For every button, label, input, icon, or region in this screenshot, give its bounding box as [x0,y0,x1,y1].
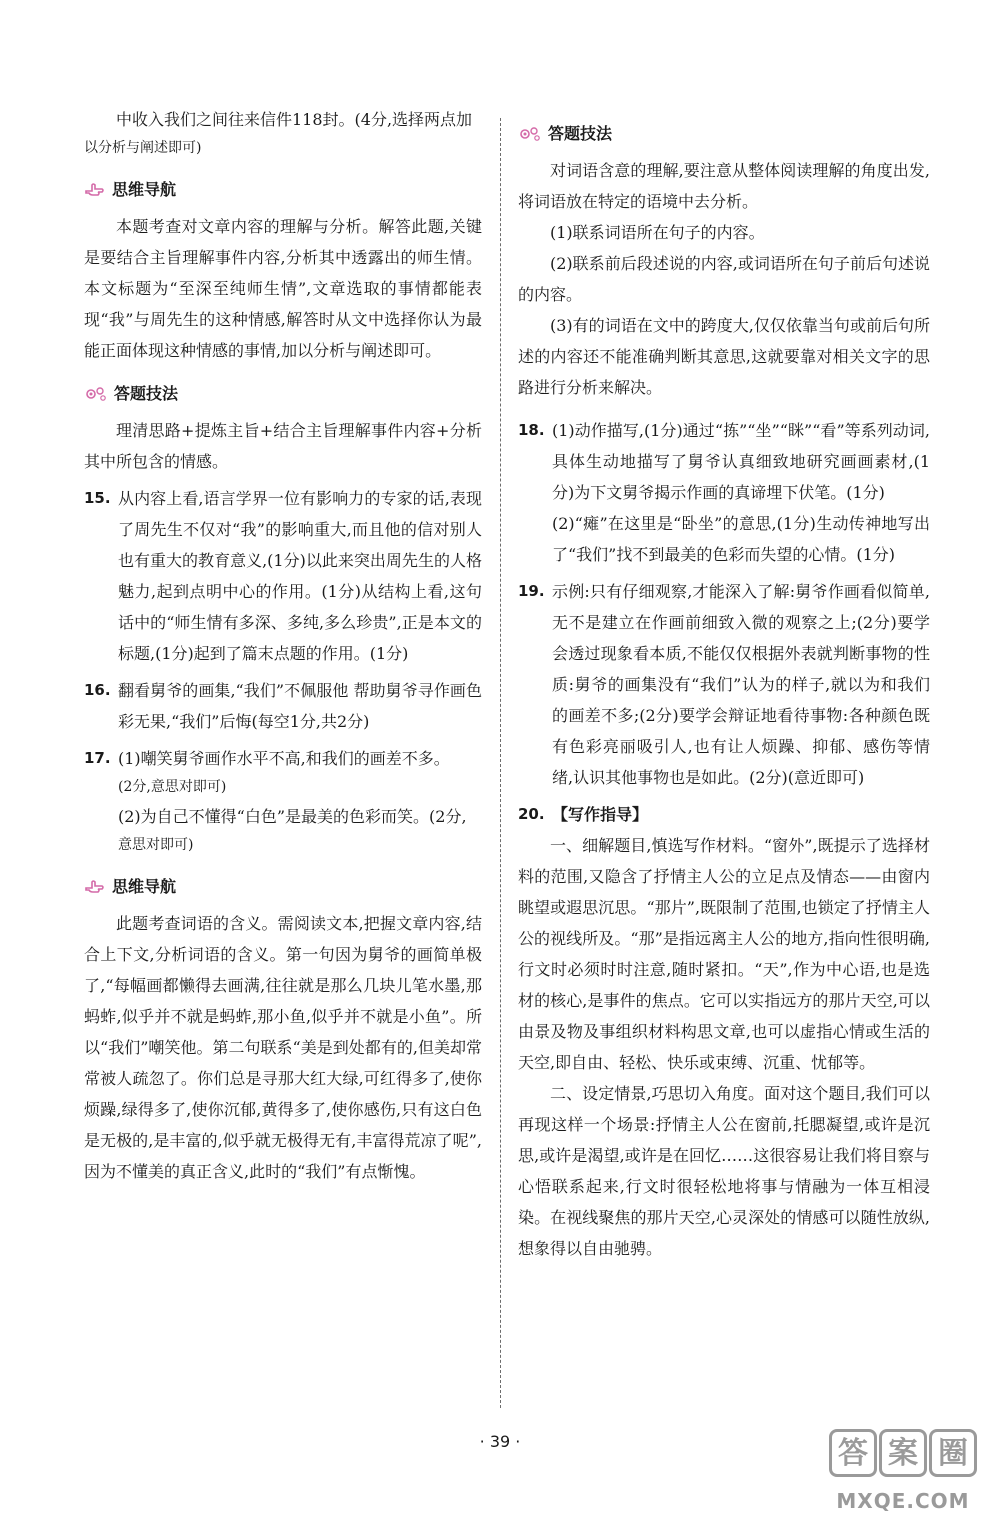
question-number: 15. [84,489,111,507]
watermark-char: 圈 [929,1429,977,1477]
heading-answer-skill-2 [518,118,930,149]
watermark-url: MXQE.COM [836,1489,970,1513]
writing-guide-para-2: 二、设定情景,巧思切入角度。面对这个题目,我们可以再现这样一个场景:抒情主人公在窗前,托腮凝望,或许是沉思,或许是渴望,或许是在回忆……这很容易让我们将目察与心悟联系起来,行文时很轻松地将事与情融为一体互相浸染。在视线聚焦的那片天空,心灵深处的情感可以随性放纵,想象得以自由驰骋。 [518,1084,930,1258]
hand-pointer-icon [84,878,106,896]
heading-label: 答题技法 [548,124,613,143]
question-15 [84,483,482,669]
question-16 [84,675,482,737]
flower-icon [84,385,108,403]
question-answer: (1)嘲笑舅爷画作水平不高,和我们的画差不多。 [118,749,450,768]
q18-part-2: (2)“瘫”在这里是“卧坐”的意思,(1分)生动传神地写出了“我们”找不到最美的色彩而失望的心情。(1分) [552,514,930,564]
intro-line-1: 中收入我们之间往来信件118封。(4分,选择两点加 [116,110,473,129]
heading-label: 思维导航 [112,877,177,896]
heading-label: 答题技法 [114,384,179,403]
q17-note-2: 意思对即可) [118,837,194,853]
question-20 [518,799,930,830]
left-column [84,104,482,1187]
paragraph-analysis-2: 此题考查词语的含义。需阅读文本,把握文章内容,结合上下文,分析词语的含义。第一句因为舅爷的画简单极了,“每幅画都懒得去画满,往往就是那么几块儿笔水墨,那蚂蚱,似乎并不就是蚂蚱,那小鱼,似乎并不就是小鱼”。所以“我们”嘲笑他。第二句联系“美是到处都有的,但美却常常被人疏忽了。你们总是寻那大红大绿,可红得多了,使你烦躁,绿得多了,使你沉郁,黄得多了,使你感伤,只有这白色是无极的,是丰富的,似乎就无极得无有,丰富得荒凉了呢”,因为不懂美的真正含义,此时的“我们”有点惭愧。 [84,914,482,1181]
heading-thinking-nav-2 [84,871,482,902]
right-column [518,104,930,1264]
watermark-char: 答 [829,1429,877,1477]
watermark-logo [818,1424,988,1482]
paragraph-skill-1: 理清思路+提炼主旨+结合主旨理解事件内容+分析其中所包含的情感。 [84,421,482,471]
q17-note-1: (2分,意思对即可) [118,779,227,795]
column-divider [500,118,501,1408]
watermark-char: 案 [879,1429,927,1477]
q17-part-2: (2)为自己不懂得“白色”是最美的色彩而笑。(2分, [118,807,467,826]
heading-label: 思维导航 [112,180,177,199]
writing-guide-label: 【写作指导】 [552,805,649,824]
question-19 [518,576,930,793]
page-number: · 39 · [479,1432,521,1451]
question-answer: 示例:只有仔细观察,才能深入了解:舅爷作画看似简单,无不是建立在作画前细致入微的观察之上;(2分)要学会透过现象看本质,不能仅仅根据外表就判断事物的性质:舅爷的画集没有“我们”认为的样子,就以为和我们的画差不多;(2分)要学会辩证地看待事物:各种颜色既有色彩亮丽吸引人,也有让人烦躁、抑郁、感伤等情绪,认识其他事物也是如此。(2分)(意近即可) [552,582,930,787]
writing-guide-para-1: 一、细解题目,慎选写作材料。“窗外”,既提示了选择材料的范围,又隐含了抒情主人公的立足点及情态——由窗内眺望或遐思沉思。“那片”,既限制了范围,也锁定了抒情主人公的视线所及。“那”是指远离主人公的地方,指向性很明确,行文时必须时时注意,随时紧扣。“天”,作为中心语,也是选材的核心,是事件的焦点。它可以实指远方的那片天空,可以由景及物及事组织材料构思文章,也可以虚指心情或生活的天空,即自由、轻松、快乐或束缚、沉重、忧郁等。 [518,836,930,1072]
skill-item-1: (1)联系词语所在句子的内容。 [550,223,765,242]
question-number: 20. [518,805,545,823]
skill-item-2: (2)联系前后段述说的内容,或词语所在句子前后句述说的内容。 [518,254,930,304]
heading-thinking-nav-1 [84,174,482,205]
question-number: 17. [84,749,111,767]
site-watermark [818,1424,988,1514]
question-number: 19. [518,582,545,600]
question-answer: 翻看舅爷的画集,“我们”不佩服他 帮助舅爷寻作画色彩无果,“我们”后悔(每空1分,共2分) [118,681,482,731]
question-answer: 从内容上看,语言学界一位有影响力的专家的话,表现了周先生不仅对“我”的影响重大,而且他的信对别人也有重大的教育意义,(1分)以此来突出周先生的人格魅力,起到点明中心的作用。(1分)从结构上看,这句话中的“师生情有多深、多纯,多么珍贵”,正是本文的标题,(1分)起到了篇末点题的作用。(1分) [118,489,482,663]
question-number: 18. [518,421,545,439]
question-18 [518,415,930,508]
heading-answer-skill-1 [84,378,482,409]
hand-pointer-icon [84,181,106,199]
paragraph-skill-2: 对词语含意的理解,要注意从整体阅读理解的角度出发,将词语放在特定的语境中去分析。 [518,161,930,211]
skill-item-3: (3)有的词语在文中的跨度大,仅仅依靠当句或前后句所述的内容还不能准确判断其意思,这就要靠对相关文字的思路进行分析来解决。 [518,316,930,397]
intro-line-2: 以分析与阐述即可) [84,140,202,156]
question-number: 16. [84,681,111,699]
question-17 [84,743,482,774]
question-answer: (1)动作描写,(1分)通过“拣”“坐”“眯”“看”等系列动词,具体生动地描写了舅爷认真细致地研究画画素材,(1分)为下文舅爷揭示作画的真谛埋下伏笔。(1分) [552,421,930,502]
paragraph-analysis-1: 本题考查对文章内容的理解与分析。解答此题,关键是要结合主旨理解事件内容,分析其中透露出的师生情。本文标题为“至深至纯师生情”,文章选取的事情都能表现“我”与周先生的这种情感,解答时从文中选择你认为最能正面体现这种情感的事情,加以分析与阐述即可。 [84,217,482,360]
flower-icon [518,125,542,143]
